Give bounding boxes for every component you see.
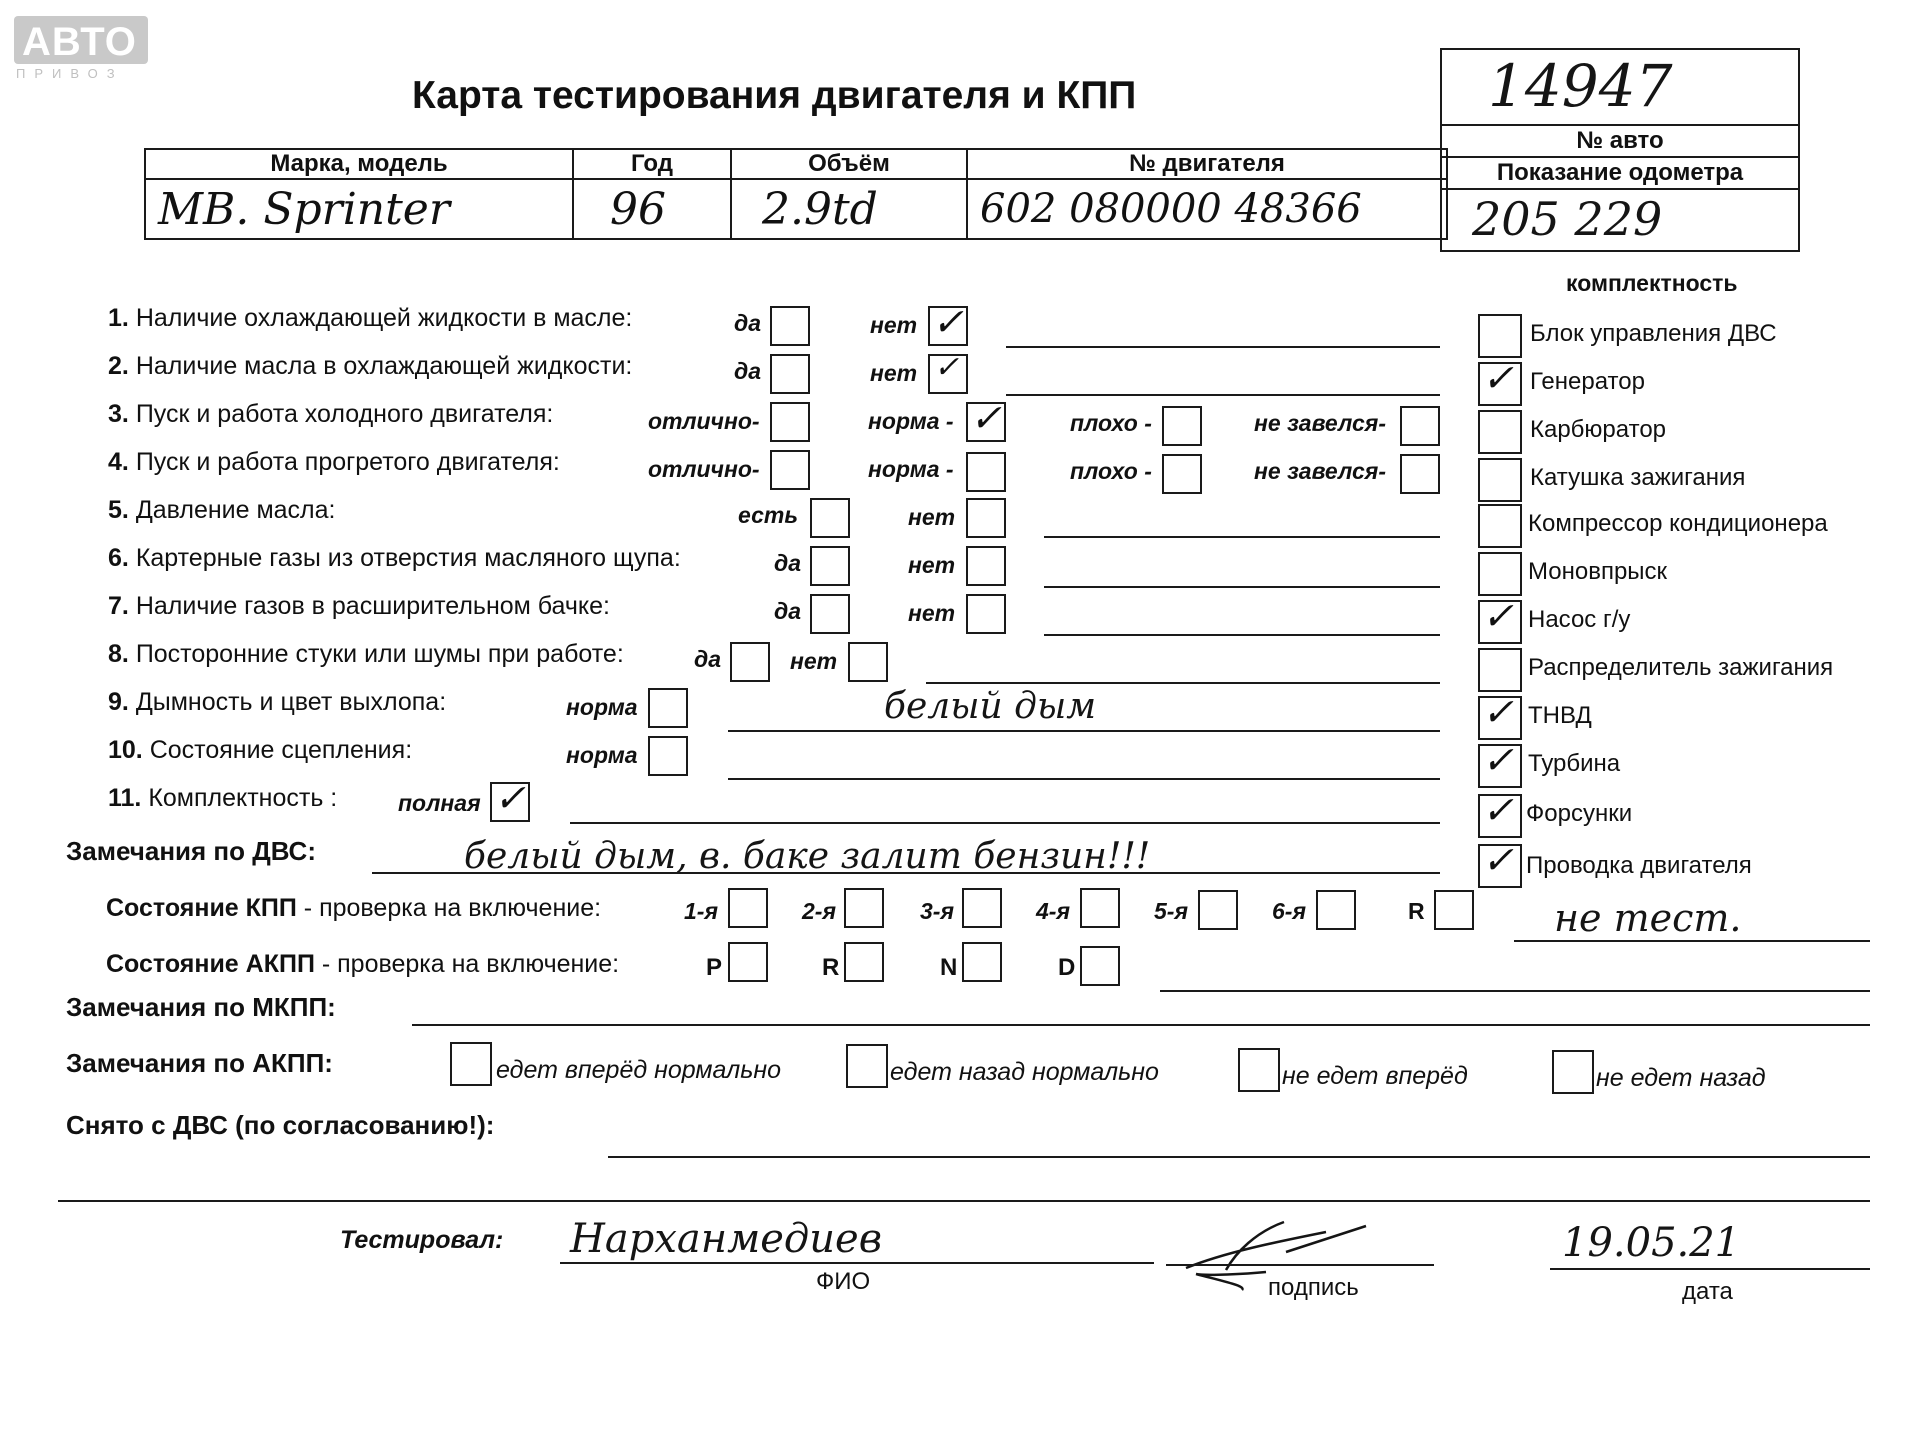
akpp-no-forward-checkbox[interactable] xyxy=(1238,1048,1280,1092)
q7-da-label: да xyxy=(774,598,802,624)
logo-subtitle: ПРИВОЗ xyxy=(16,66,124,81)
kpp-gear-2-checkbox[interactable] xyxy=(844,888,884,928)
akpp-gear-r-checkbox[interactable] xyxy=(844,942,884,982)
komplekt-ignition-coil-checkbox[interactable] xyxy=(1478,458,1522,502)
check-mark: ✓ xyxy=(1482,690,1514,734)
header-col-model: Марка, модель xyxy=(145,149,573,179)
kpp-gear-r-label: R xyxy=(1408,898,1425,924)
komplekt-wiring-label: Проводка двигателя xyxy=(1526,852,1752,879)
kpp-gear-r-checkbox[interactable] xyxy=(1434,890,1474,930)
check-mark: ✓ xyxy=(934,350,960,385)
check-mark: ✓ xyxy=(1482,738,1514,782)
q1-net-label: нет xyxy=(870,312,918,338)
q10-norma-checkbox[interactable] xyxy=(648,736,688,776)
header-value-model: MB. Sprinter xyxy=(145,179,573,239)
komplekt-ecu-checkbox[interactable] xyxy=(1478,314,1522,358)
q2-da-checkbox[interactable] xyxy=(770,354,810,394)
q7-da-checkbox[interactable] xyxy=(810,594,850,634)
q7-note-line xyxy=(1044,634,1440,636)
komplekt-ignition-coil-label: Катушка зажигания xyxy=(1530,464,1746,491)
dvs-remarks-label: Замечания по ДВС: xyxy=(66,836,316,866)
header-col-engine-number: № двигателя xyxy=(967,149,1447,179)
question-1: 1. Наличие охлаждающей жидкости в масле: xyxy=(108,304,633,332)
komplekt-carburetor-label: Карбюратор xyxy=(1530,416,1667,443)
question-4: 4. Пуск и работа прогретого двигателя: xyxy=(108,448,560,476)
question-10: 10. Состояние сцепления: xyxy=(108,736,413,764)
akpp-no-backward-checkbox[interactable] xyxy=(1552,1050,1594,1094)
akpp-forward-ok-label: едет вперёд нормально xyxy=(496,1056,782,1084)
komplekt-turbine-label: Турбина xyxy=(1528,750,1621,777)
logo-text: АВТО xyxy=(22,20,137,64)
kpp-gear-6-checkbox[interactable] xyxy=(1316,890,1356,930)
question-2: 2. Наличие масла в охлаждающей жидкости: xyxy=(108,352,633,380)
komplekt-power-steering-pump-checkbox[interactable] xyxy=(1478,594,1522,644)
akpp-backward-ok-checkbox[interactable] xyxy=(846,1044,888,1088)
komplekt-ac-compressor-checkbox[interactable] xyxy=(1478,504,1522,548)
header-value-volume: 2.9td xyxy=(731,179,967,239)
q11-polnaya-checkbox[interactable] xyxy=(490,776,530,822)
kpp-note: не тест. xyxy=(1554,896,1742,940)
kpp-gear-6-label: 6-я xyxy=(1272,898,1306,924)
akpp-gear-n-checkbox[interactable] xyxy=(962,942,1002,982)
komplektnost-title: комплектность xyxy=(1566,270,1738,296)
komplekt-power-steering-pump-label: Насос г/у xyxy=(1528,606,1631,633)
q9-smoke-note: белый дым xyxy=(884,686,1097,727)
q4-ploho-label: плохо - xyxy=(1070,458,1152,484)
kpp-gear-5-label: 5-я xyxy=(1154,898,1188,924)
q5-est-label: есть xyxy=(738,502,798,528)
q1-note-line xyxy=(1006,346,1440,348)
q3-norma-label: норма - xyxy=(868,408,954,434)
q6-net-checkbox[interactable] xyxy=(966,546,1006,586)
kpp-gear-2-label: 2-я xyxy=(802,898,836,924)
dvs-remarks-line xyxy=(372,872,1440,874)
komplekt-monoinjection-label: Моновпрыск xyxy=(1528,558,1668,585)
date-caption: дата xyxy=(1682,1278,1733,1305)
q7-net-label: нет xyxy=(908,600,956,626)
q3-ploho-checkbox[interactable] xyxy=(1162,406,1202,446)
car-number-value: 14947 xyxy=(1488,52,1673,120)
q1-net-checkbox[interactable] xyxy=(928,300,968,346)
q8-net-checkbox[interactable] xyxy=(848,642,888,682)
signature-line xyxy=(1166,1264,1434,1266)
question-5: 5. Давление масла: xyxy=(108,496,336,524)
akpp-gear-p-label: P xyxy=(706,954,723,981)
check-mark: ✓ xyxy=(970,396,1002,440)
q6-da-checkbox[interactable] xyxy=(810,546,850,586)
q4-otlichno-checkbox[interactable] xyxy=(770,450,810,490)
q4-ploho-checkbox[interactable] xyxy=(1162,454,1202,494)
removed-from-dvs-label: Снято с ДВС (по согласованию!): xyxy=(66,1110,495,1140)
q9-note-line xyxy=(728,730,1440,732)
q6-note-line xyxy=(1044,586,1440,588)
q1-da-label: да xyxy=(734,310,762,336)
kpp-gear-1-checkbox[interactable] xyxy=(728,888,768,928)
car-number-cell xyxy=(1442,50,1798,126)
kpp-gear-1-label: 1-я xyxy=(684,898,718,924)
q2-da-label: да xyxy=(734,358,762,384)
header-value-engine-number: 602 080000 48366 xyxy=(967,179,1447,239)
q4-ne-zavelsya-label: не завелся- xyxy=(1254,458,1386,484)
kpp-check-label: Состояние КПП - проверка на включение: xyxy=(106,894,602,922)
q11-polnaya-label: полная xyxy=(398,790,481,816)
q10-norma-label: норма xyxy=(566,742,638,768)
q2-net-label: нет xyxy=(870,360,918,386)
komplekt-wiring-checkbox[interactable] xyxy=(1478,838,1522,888)
header-col-volume: Объём xyxy=(731,149,967,179)
q6-da-label: да xyxy=(774,550,802,576)
q3-ne-zavelsya-label: не завелся- xyxy=(1254,410,1386,436)
check-mark: ✓ xyxy=(1482,594,1514,638)
tested-by-label: Тестировал: xyxy=(340,1226,504,1254)
q4-otlichno-label: отлично- xyxy=(648,456,760,482)
q6-net-label: нет xyxy=(908,552,956,578)
check-mark: ✓ xyxy=(1482,788,1514,832)
akpp-gear-p-checkbox[interactable] xyxy=(728,942,768,982)
q3-otlichno-checkbox[interactable] xyxy=(770,402,810,442)
fio-caption: ФИО xyxy=(816,1268,871,1295)
q2-note-line xyxy=(1006,394,1440,396)
akpp-gear-n-label: N xyxy=(940,954,958,981)
header-col-year: Год xyxy=(573,149,731,179)
odometer-value: 205 229 xyxy=(1472,192,1663,246)
q10-note-line xyxy=(728,778,1440,780)
q3-norma-checkbox[interactable] xyxy=(966,396,1006,442)
q9-norma-checkbox[interactable] xyxy=(648,688,688,728)
removed-from-dvs-line xyxy=(608,1156,1870,1158)
kpp-gear-4-label: 4-я xyxy=(1036,898,1070,924)
komplekt-distributor-label: Распределитель зажигания xyxy=(1528,654,1834,681)
q3-ne-zavelsya-checkbox[interactable] xyxy=(1400,406,1440,446)
q3-otlichno-label: отлично- xyxy=(648,408,760,434)
komplekt-ecu-label: Блок управления ДВС xyxy=(1530,320,1777,347)
date-line xyxy=(1550,1268,1870,1270)
q3-ploho-label: плохо - xyxy=(1070,410,1152,436)
komplekt-turbine-checkbox[interactable] xyxy=(1478,738,1522,788)
mkpp-remarks-line xyxy=(412,1024,1870,1026)
akpp-no-forward-label: не едет вперёд xyxy=(1282,1062,1468,1090)
check-mark: ✓ xyxy=(494,776,526,820)
komplekt-monoinjection-checkbox[interactable] xyxy=(1478,552,1522,596)
q5-est-checkbox[interactable] xyxy=(810,498,850,538)
question-7: 7. Наличие газов в расширительном бачке: xyxy=(108,592,610,620)
q5-net-checkbox[interactable] xyxy=(966,498,1006,538)
akpp-forward-ok-checkbox[interactable] xyxy=(450,1042,492,1086)
komplekt-tnvd-label: ТНВД xyxy=(1528,702,1592,729)
q1-da-checkbox[interactable] xyxy=(770,306,810,346)
q5-net-label: нет xyxy=(908,504,956,530)
komplekt-generator-checkbox[interactable] xyxy=(1478,356,1522,406)
komplekt-injectors-label: Форсунки xyxy=(1526,800,1633,827)
odometer-label: Показание одометра xyxy=(1442,158,1798,190)
kpp-gear-5-checkbox[interactable] xyxy=(1198,890,1238,930)
q8-net-label: нет xyxy=(790,648,838,674)
check-mark: ✓ xyxy=(1482,356,1514,400)
komplekt-injectors-checkbox[interactable] xyxy=(1478,788,1522,838)
check-mark: ✓ xyxy=(1482,838,1514,882)
kpp-note-line xyxy=(1514,940,1870,942)
komplekt-generator-label: Генератор xyxy=(1530,368,1645,395)
fio-line xyxy=(560,1262,1154,1264)
q7-net-checkbox[interactable] xyxy=(966,594,1006,634)
test-date-handwritten: 19.05.21 xyxy=(1562,1220,1741,1266)
q5-note-line xyxy=(1044,536,1440,538)
akpp-note-line xyxy=(1160,990,1870,992)
akpp-no-backward-label: не едет назад xyxy=(1596,1064,1766,1092)
question-6: 6. Картерные газы из отверстия масляного щупа: xyxy=(108,544,681,572)
q2-net-checkbox[interactable] xyxy=(928,350,968,394)
kpp-gear-3-label: 3-я xyxy=(920,898,954,924)
komplekt-tnvd-checkbox[interactable] xyxy=(1478,690,1522,740)
question-3: 3. Пуск и работа холодного двигателя: xyxy=(108,400,554,428)
question-11: 11. Комплектность : xyxy=(108,784,338,812)
q4-norma-checkbox[interactable] xyxy=(966,452,1006,492)
komplekt-ac-compressor-label: Компрессор кондиционера xyxy=(1528,510,1828,537)
question-8: 8. Посторонние стуки или шумы при работе: xyxy=(108,640,624,668)
kpp-gear-3-checkbox[interactable] xyxy=(962,888,1002,928)
akpp-backward-ok-label: едет назад нормально xyxy=(890,1058,1159,1086)
akpp-remarks-label: Замечания по АКПП: xyxy=(66,1048,333,1078)
question-9: 9. Дымность и цвет выхлопа: xyxy=(108,688,447,716)
akpp-gear-d-label: D xyxy=(1058,954,1076,981)
signature-caption: подпись xyxy=(1268,1274,1359,1301)
q11-note-line xyxy=(570,822,1440,824)
header-value-year: 96 xyxy=(573,179,731,239)
page-title: Карта тестирования двигателя и КПП xyxy=(412,74,1137,117)
q8-note-line xyxy=(926,682,1440,684)
vehicle-header-table xyxy=(144,148,1448,240)
q4-ne-zavelsya-checkbox[interactable] xyxy=(1400,454,1440,494)
car-info-box xyxy=(1440,48,1800,252)
akpp-check-label: Состояние АКПП - проверка на включение: xyxy=(106,950,620,978)
logo xyxy=(14,16,150,81)
komplekt-distributor-checkbox[interactable] xyxy=(1478,648,1522,692)
section-divider xyxy=(58,1200,1870,1202)
akpp-gear-r-label: R xyxy=(822,954,840,981)
q8-da-label: да xyxy=(694,646,722,672)
akpp-gear-d-checkbox[interactable] xyxy=(1080,946,1120,986)
q4-norma-label: норма - xyxy=(868,456,954,482)
dvs-remarks-note: белый дым, в. баке залит бензин!!! xyxy=(464,836,1151,877)
mkpp-remarks-label: Замечания по МКПП: xyxy=(66,992,336,1022)
q9-norma-label: норма xyxy=(566,694,638,720)
tester-fio-handwritten: Нарханмедиев xyxy=(570,1216,882,1262)
komplekt-carburetor-checkbox[interactable] xyxy=(1478,410,1522,454)
q8-da-checkbox[interactable] xyxy=(730,642,770,682)
odometer-cell xyxy=(1442,190,1798,250)
check-mark: ✓ xyxy=(932,300,964,344)
kpp-gear-4-checkbox[interactable] xyxy=(1080,888,1120,928)
car-number-label: № авто xyxy=(1442,126,1798,158)
